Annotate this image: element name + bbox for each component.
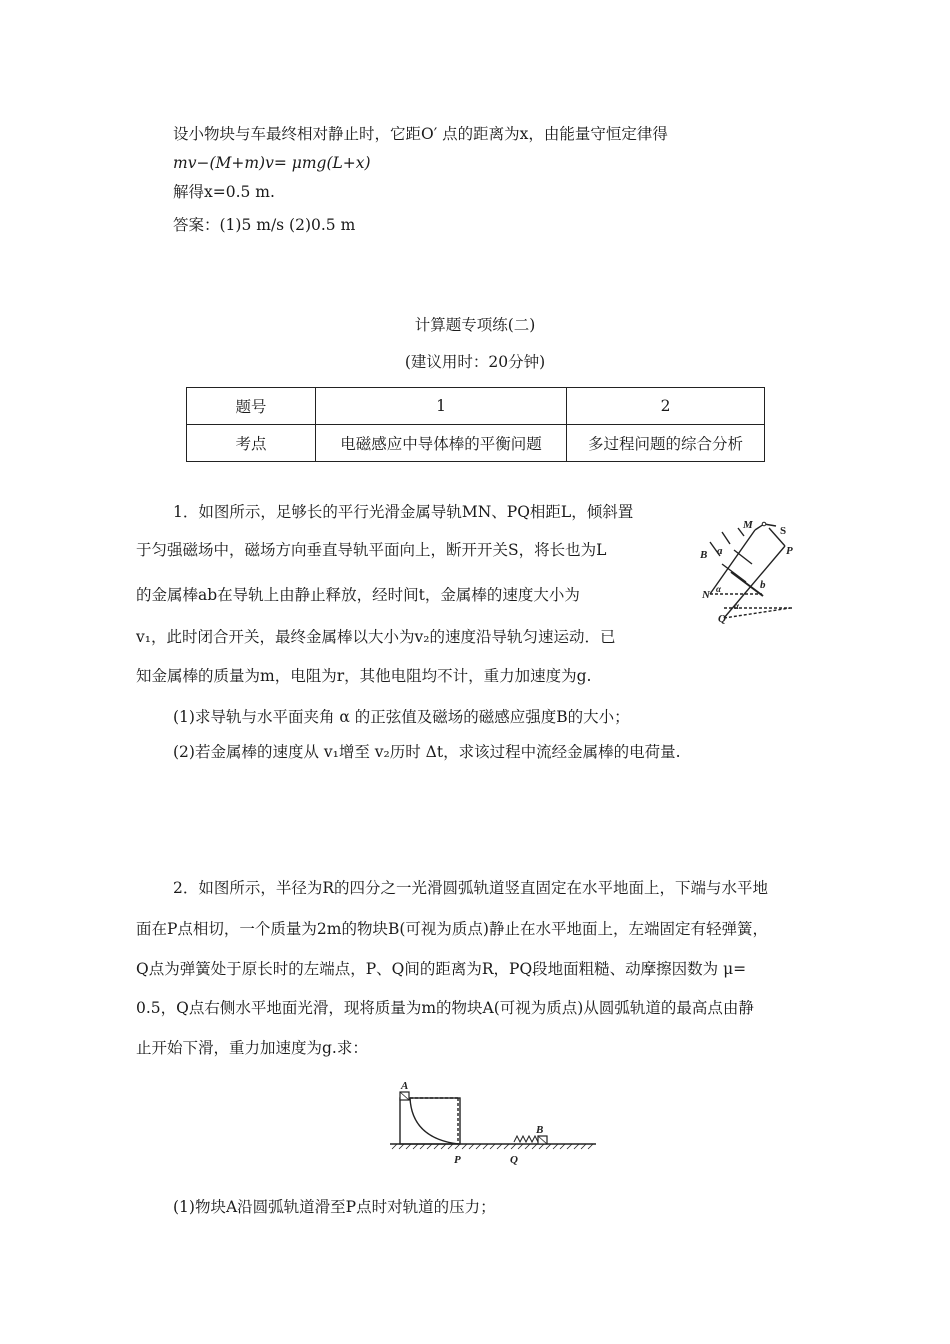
problem1-line: v₁，此时闭合开关，最终金属棒以大小为v₂的速度沿导轨匀速运动．已 (136, 628, 616, 646)
label-p: P (786, 545, 793, 557)
problem2-line: Q点为弹簧处于原长时的左端点，P、Q间的距离为R，PQ段地面粗糙、动摩擦因数为 μ= (136, 960, 747, 978)
problem1-line: 知金属棒的质量为m，电阻为r，其他电阻均不计，重力加速度为g. (136, 667, 592, 685)
solution-line-1: 设小物块与车最终相对静止时，它距O′ 点的距离为x，由能量守恒定律得 (173, 125, 668, 143)
label-p: P (454, 1154, 461, 1166)
metal-rod-ab (731, 572, 763, 596)
label-n: N (702, 589, 710, 601)
arc-track-figure (390, 1076, 596, 1166)
problem2-line: 2．如图所示，半径为R的四分之一光滑圆弧轨道竖直固定在水平地面上，下端与水平地 (173, 879, 769, 897)
track-block (400, 1098, 460, 1144)
problem2-line: 0.5，Q点右侧水平地面光滑，现将质量为m的物块A(可视为质点)从圆弧轨道的最高点由静 (136, 999, 754, 1017)
label-a: A (401, 1080, 409, 1092)
label-alpha-bottom: α (734, 601, 739, 611)
solution-equation: mv−(M+m)v= μmg(L+x) (173, 154, 371, 172)
table-row (187, 425, 765, 462)
table-cell: 考点 (187, 425, 316, 462)
problem2-question-1: (1)物块A沿圆弧轨道滑至P点时对轨道的压力； (173, 1198, 496, 1216)
label-s: S (780, 525, 787, 537)
table-cell: 题号 (187, 388, 316, 425)
problem2-line: 面在P点相切，一个质量为2m的物块B(可视为质点)静止在水平地面上，左端固定有轻弹簧， (136, 920, 768, 938)
problem1-line: 的金属棒ab在导轨上由静止释放，经时间t，金属棒的速度大小为 (136, 586, 580, 604)
problem1-line: 1．如图所示，足够长的平行光滑金属导轨MN、PQ相距L，倾斜置 (173, 503, 634, 521)
label-m: M (743, 519, 753, 531)
problem1-question-2: (2)若金属棒的速度从 v₁增至 v₂历时 Δt，求该过程中流经金属棒的电荷量. (173, 743, 681, 761)
solution-answer: 答案：(1)5 m/s (2)0.5 m (173, 216, 356, 234)
problem2-line: 止开始下滑，重力加速度为g.求： (136, 1039, 368, 1057)
table-cell: 多过程问题的综合分析 (567, 425, 765, 462)
label-b-rod: b (760, 579, 766, 591)
ground-hatching (392, 1144, 593, 1149)
label-b-field: B (700, 549, 708, 561)
label-a: a (717, 545, 723, 557)
table-row (187, 388, 765, 425)
label-b: B (536, 1124, 544, 1136)
section-subtitle: (建议用时：20分钟) (404, 353, 546, 371)
label-alpha-top: α (716, 584, 721, 594)
section-title: 计算题专项练(二) (414, 316, 536, 334)
label-q: Q (718, 613, 726, 624)
table-cell: 1 (316, 388, 567, 425)
switch-pivot-icon (762, 522, 766, 526)
table-cell: 2 (567, 388, 765, 425)
problem1-line: 于匀强磁场中，磁场方向垂直导轨平面向上，断开开关S，将长也为L (136, 541, 607, 559)
table-cell: 电磁感应中导体棒的平衡问题 (316, 425, 567, 462)
solution-result: 解得x=0.5 m. (173, 183, 275, 201)
spring (514, 1136, 538, 1142)
rails-figure (700, 512, 800, 624)
problem1-question-1: (1)求导轨与水平面夹角 α 的正弦值及磁场的磁感应强度B的大小； (173, 708, 630, 726)
topic-table (186, 387, 765, 462)
field-arrow (722, 532, 730, 544)
label-q: Q (510, 1154, 518, 1166)
